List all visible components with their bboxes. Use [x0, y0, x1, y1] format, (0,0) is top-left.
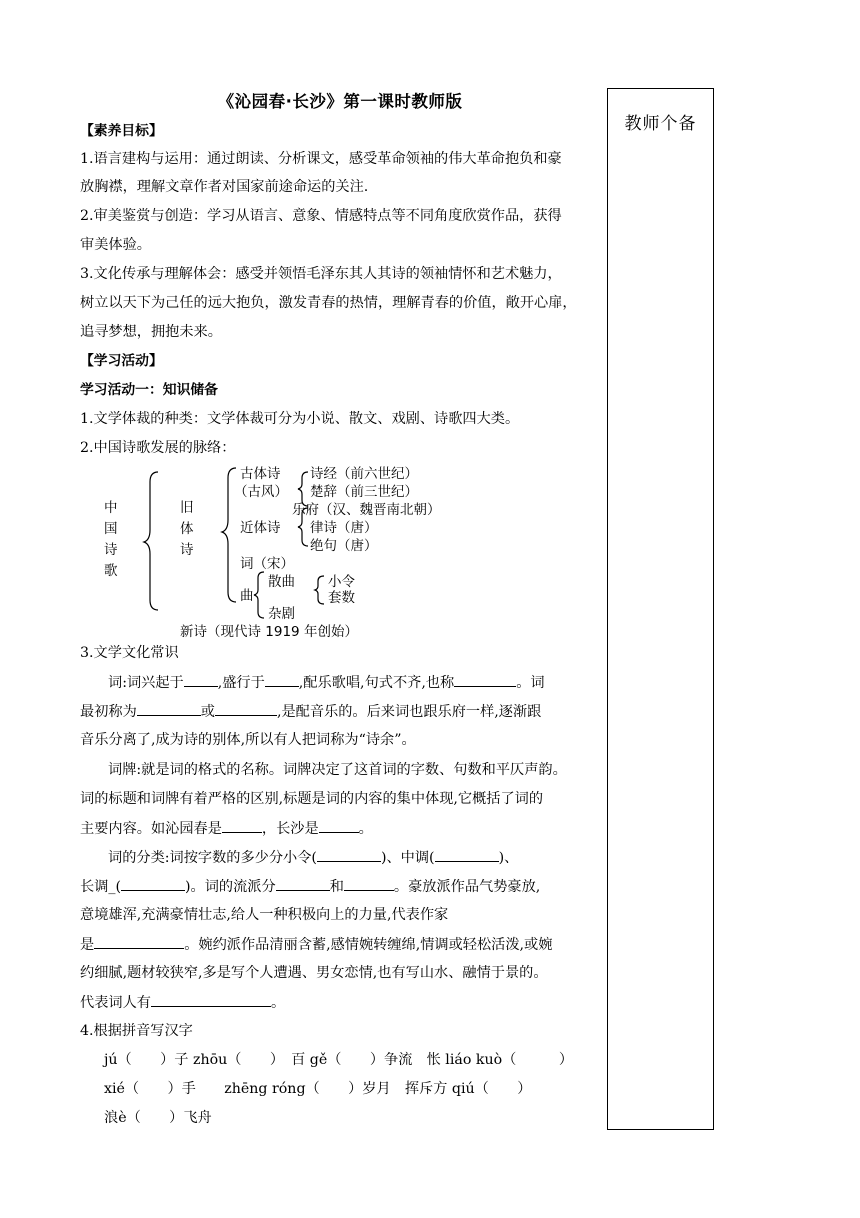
fill-blank[interactable]	[319, 818, 359, 833]
goal-line: 树立以天下为己任的远大抱负，激发青春的热情，理解青春的价值，敞开心扉，	[80, 295, 577, 311]
goal-line: 2.审美鉴赏与创造：学习从语言、意象、情感特点等不同角度欣赏作品，获得	[80, 208, 562, 224]
fill-blank[interactable]	[265, 672, 299, 687]
diagram-node-xinshi: 新诗（现代诗 1919 年创始）	[180, 624, 358, 640]
fill-blank[interactable]	[454, 672, 516, 687]
diagram-root-char: 歌	[104, 563, 118, 579]
paragraph-line: 音乐分离了,成为诗的别体,所以有人把词称为“诗余”。	[80, 732, 416, 748]
fill-blank[interactable]	[435, 847, 499, 862]
diagram-node-zaju: 杂剧	[268, 606, 295, 622]
page-title: 《沁园春·长沙》第一课时教师版	[217, 92, 463, 111]
paragraph-line: 主要内容。如沁园春是 ，长沙是 。	[80, 818, 373, 839]
poetry-development-diagram	[96, 464, 516, 644]
fill-blank[interactable]	[215, 701, 277, 716]
diagram-node-qu: 曲	[240, 588, 254, 604]
section-heading-goals: 【素养目标】	[80, 123, 163, 139]
fill-blank[interactable]	[184, 672, 218, 687]
activity-subheading: 学习活动一：知识储备	[80, 382, 218, 398]
fill-blank[interactable]	[94, 934, 184, 949]
diagram-node-chuci: 楚辞（前三世纪）	[310, 484, 418, 500]
fill-blank[interactable]	[344, 876, 394, 891]
fill-blank[interactable]	[121, 876, 185, 891]
paragraph-line: 最初称为 或 ,是配音乐的。后来词也跟乐府一样,逐渐跟	[80, 701, 541, 722]
diagram-braces	[96, 464, 516, 644]
fill-blank[interactable]	[151, 992, 271, 1007]
goal-line: 1.语言建构与运用：通过朗读、分析课文，感受革命领袖的伟大革命抱负和豪	[80, 151, 562, 167]
paragraph: 2.中国诗歌发展的脉络：	[80, 440, 236, 456]
diagram-old-char: 旧	[180, 500, 194, 516]
goal-line: 追寻梦想，拥抱未来。	[80, 324, 222, 340]
section-heading-activities: 【学习活动】	[80, 353, 163, 369]
paragraph-line: 是 。婉约派作品清丽含蓄,感情婉转缠绵,情调或轻松活泼,或婉	[80, 934, 552, 955]
diagram-root-char: 中	[104, 500, 118, 516]
fill-blank[interactable]	[317, 847, 381, 862]
diagram-old-char: 体	[180, 521, 194, 537]
paragraph: 1.文学体裁的种类：文学体裁可分为小说、散文、戏剧、诗歌四大类。	[80, 411, 520, 427]
paragraph-line: 词的标题和词牌有着严格的区别,标题是词的内容的集中体现,它概括了词的	[80, 791, 544, 807]
diagram-node-lvshi: 律诗（唐）	[310, 520, 378, 536]
teacher-notes-title: 教师个备	[624, 114, 697, 134]
paragraph-line: 约细腻,题材较狭窄,多是写个人遭遇、男女恋情,也有写山水、融情于景的。	[80, 965, 548, 981]
paragraph-line: 词牌:就是词的格式的名称。词牌决定了这首词的字数、句数和平仄声韵。	[108, 762, 567, 778]
diagram-node-ci: 词（宋）	[240, 556, 294, 572]
diagram-root-char: 诗	[104, 542, 118, 558]
diagram-node-gutishi: 古体诗	[240, 466, 281, 482]
diagram-node-jueju: 绝句（唐）	[310, 538, 378, 554]
paragraph-line: 词:词兴起于 ,盛行于 ,配乐歌唱,句式不齐,也称 。词	[108, 672, 545, 693]
paragraph-line: 代表词人有 。	[80, 992, 285, 1013]
section-heading-pinyin: 4.根据拼音写汉字	[80, 1023, 193, 1039]
diagram-node-gufeng: （古风）	[234, 484, 288, 500]
goal-line: 放胸襟，理解文章作者对国家前途命运的关注.	[80, 179, 369, 195]
diagram-node-taoshu: 套数	[328, 590, 355, 606]
pinyin-row: jú（ ）子 zhōu（ ） 百 gě（ ）争流 怅 liáo kuò（ ）	[104, 1052, 574, 1068]
diagram-node-sanqu: 散曲	[268, 574, 295, 590]
goal-line: 3.文化传承与理解体会：感受并领悟毛泽东其人其诗的领袖情怀和艺术魅力，	[80, 266, 562, 282]
diagram-node-jintishi: 近体诗	[240, 520, 281, 536]
diagram-node-yuefu: 乐府（汉、魏晋南北朝）	[292, 502, 441, 518]
goal-line: 审美体验。	[80, 237, 151, 253]
paragraph-line: 长调_( )。词的流派分 和 。豪放派作品气势豪放,	[80, 876, 540, 897]
diagram-node-xiaoling: 小令	[328, 574, 355, 590]
fill-blank[interactable]	[137, 701, 201, 716]
fill-blank[interactable]	[276, 876, 330, 891]
section-heading-knowledge: 3.文学文化常识	[80, 645, 179, 661]
pinyin-row: 浪è（ ）飞舟	[104, 1110, 212, 1126]
paragraph-line: 词的分类:词按字数的多少分小令( )、中调( )、	[108, 847, 518, 868]
paragraph-line: 意境雄浑,充满豪情壮志,给人一种积极向上的力量,代表作家	[80, 907, 449, 923]
fill-blank[interactable]	[222, 818, 262, 833]
diagram-root-char: 国	[104, 521, 118, 537]
pinyin-row: xié（ ）手 zhēng róng（ ）岁月 挥斥方 qiú（ ）	[104, 1081, 532, 1097]
diagram-node-shijing: 诗经（前六世纪）	[310, 466, 418, 482]
teacher-notes-box	[607, 88, 714, 1130]
diagram-old-char: 诗	[180, 542, 194, 558]
